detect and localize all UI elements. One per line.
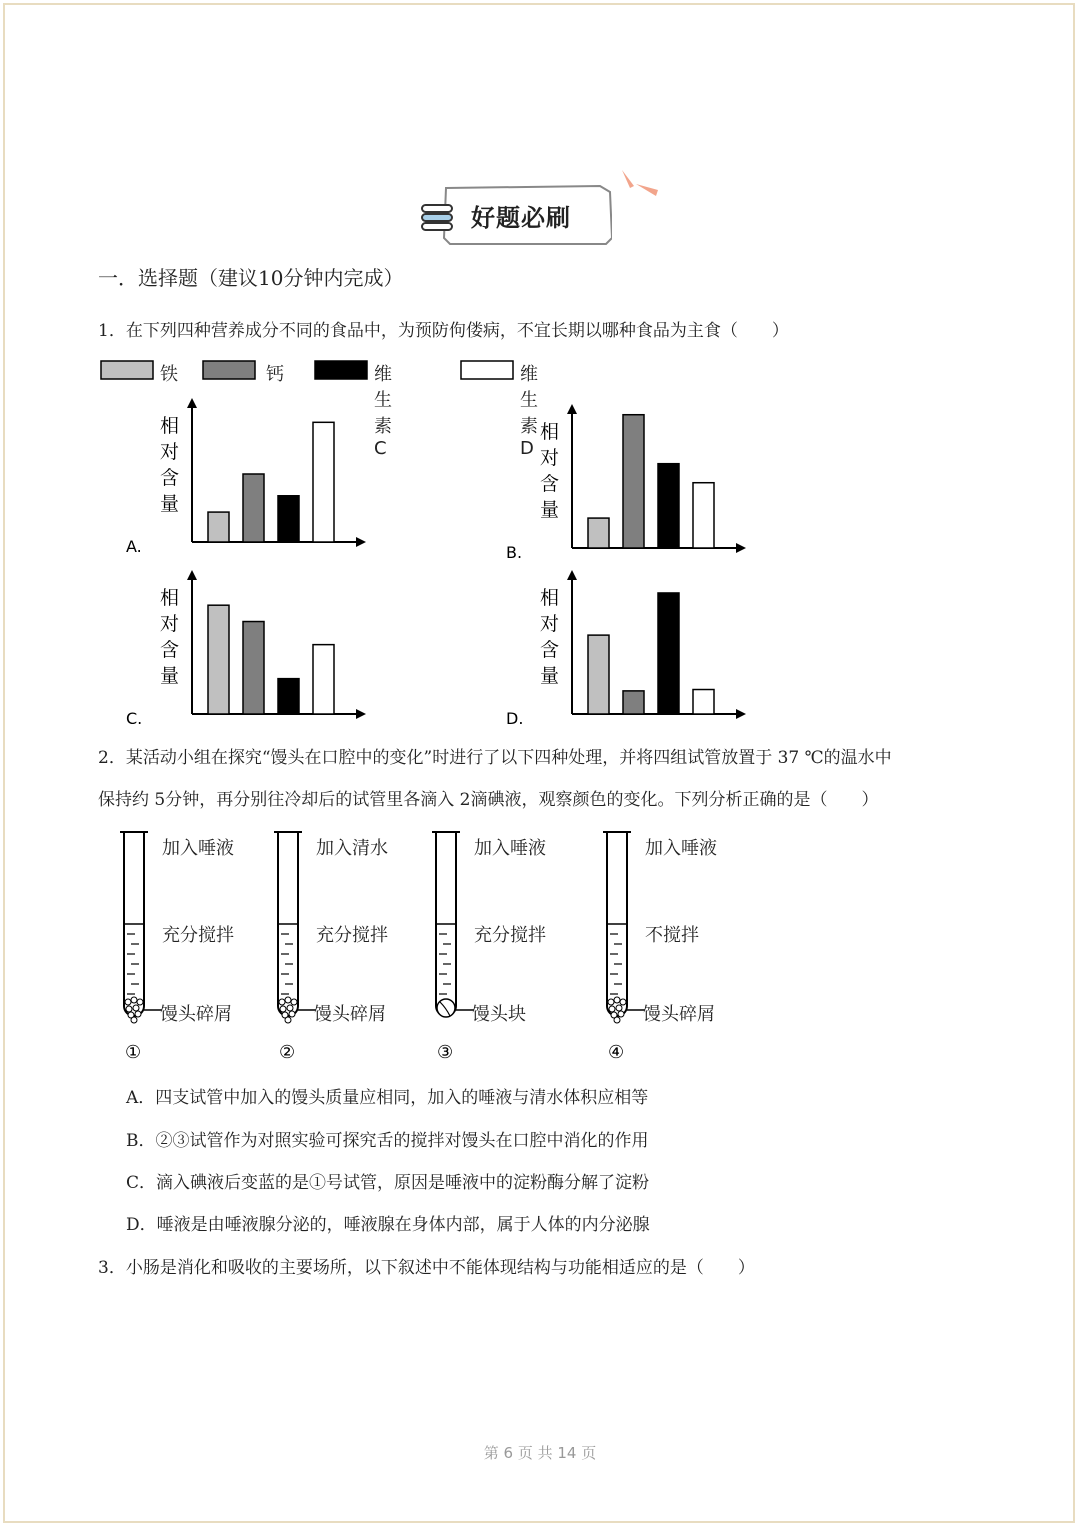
y-axis-label-char: 对 [160,441,180,463]
question-3-stem: 3．小肠是消化和吸收的主要场所，以下叙述中不能体现结构与功能相适应的是（ ） [98,1258,755,1278]
page-title: 好题必刷 [471,204,571,232]
y-axis-label-char: 对 [540,613,560,635]
tube-number: ② [279,1042,296,1063]
chart-option-label: A. [126,537,142,556]
section-title: 一．选择题（建议10分钟内完成） [98,266,404,290]
bread-crumb [289,1011,295,1017]
question-2-stem-line2: 保持约 5分钟，再分别往冷却后的试管里各滴入 2滴碘液，观察颜色的变化。下列分析正确的是（ ） [98,790,879,810]
tube-number: ③ [437,1042,454,1063]
legend-label-vitamin-c: 维生素C [374,364,392,459]
choice-d[interactable]: D．唾液是由唾液腺分泌的，唾液腺在身体内部，属于人体的内分泌腺 [126,1215,650,1235]
tube-4-top-label: 加入唾液 [645,838,717,859]
bread-crumb [133,1005,139,1011]
tube-3-middle-label: 充分搅拌 [474,925,546,946]
bread-crumb [280,1006,286,1012]
question-1-stem: 1．在下列四种营养成分不同的食品中，为预防佝偻病，不宜长期以哪种食品为主食（ ） [98,321,789,341]
bread-crumb [287,1005,293,1011]
tube-1-top-label: 加入唾液 [162,838,234,859]
bread-crumb [131,1017,137,1023]
tube-2-bottom-label: 馒头碎屑 [314,1004,386,1025]
bread-crumb [616,1005,622,1011]
y-axis-label-char: 含 [160,467,180,489]
bread-crumb [125,999,131,1005]
tube-2-top-label: 加入清水 [316,838,388,859]
bread-crumb [285,1017,291,1023]
choice-c[interactable]: C．滴入碘液后变蓝的是①号试管，原因是唾液中的淀粉酶分解了淀粉 [126,1173,650,1193]
tube-3-bottom-label: 馒头块 [472,1004,526,1025]
bread-crumb [620,999,626,1005]
bread-chunk [437,999,455,1017]
y-axis-label-char: 量 [160,665,180,687]
y-axis-label-char: 含 [540,639,560,661]
y-axis-label-char: 相 [160,415,180,437]
tube-1-middle-label: 充分搅拌 [162,925,234,946]
y-axis-label-char: 量 [160,493,180,515]
page-footer: 第 6 页 共 14 页 [483,1444,597,1462]
tube-3-top-label: 加入唾液 [474,838,546,859]
bread-crumb [614,997,620,1003]
y-axis-label-char: 相 [160,587,180,609]
bread-crumb [131,997,137,1003]
bread-crumb [279,999,285,1005]
choice-a[interactable]: A．四支试管中加入的馒头质量应相同，加入的唾液与清水体积应相等 [126,1088,649,1108]
bread-crumb [291,999,297,1005]
tube-4-middle-label: 不搅拌 [645,925,699,946]
y-axis-label-char: 对 [540,447,560,469]
tube-number: ① [125,1042,142,1063]
legend-label-iron: 铁 [160,364,178,385]
bread-crumb [285,997,291,1003]
y-axis-label-char: 含 [160,639,180,661]
y-axis-label-char: 相 [540,421,560,443]
chart-option-label: D. [506,709,524,728]
tube-2-middle-label: 充分搅拌 [316,925,388,946]
bread-crumb [614,1017,620,1023]
choice-b[interactable]: B．②③试管作为对照实验可探究舌的搅拌对馒头在口腔中消化的作用 [126,1131,649,1151]
bread-crumb [137,999,143,1005]
chart-option-label: B. [506,543,523,562]
tube-1-bottom-label: 馒头碎屑 [160,1004,232,1025]
bread-crumb [609,1006,615,1012]
y-axis-label-char: 对 [160,613,180,635]
bread-crumb [126,1006,132,1012]
question-2-stem-line1: 2．某活动小组在探究“馒头在口腔中的变化”时进行了以下四种处理，并将四组试管放置于 37 ℃的温水中 [98,748,892,768]
bread-crumb [618,1011,624,1017]
chart-option-label: C. [126,709,143,728]
y-axis-label-char: 量 [540,499,560,521]
bread-crumb [135,1011,141,1017]
legend-label-calcium: 钙 [266,364,284,385]
bread-crumb [608,999,614,1005]
tube-number: ④ [608,1042,625,1063]
y-axis-label-char: 含 [540,473,560,495]
y-axis-label-char: 量 [540,665,560,687]
legend-label-vitamin-d: 维生素D [520,364,538,459]
tube-4-bottom-label: 馒头碎屑 [643,1004,715,1025]
y-axis-label-char: 相 [540,587,560,609]
